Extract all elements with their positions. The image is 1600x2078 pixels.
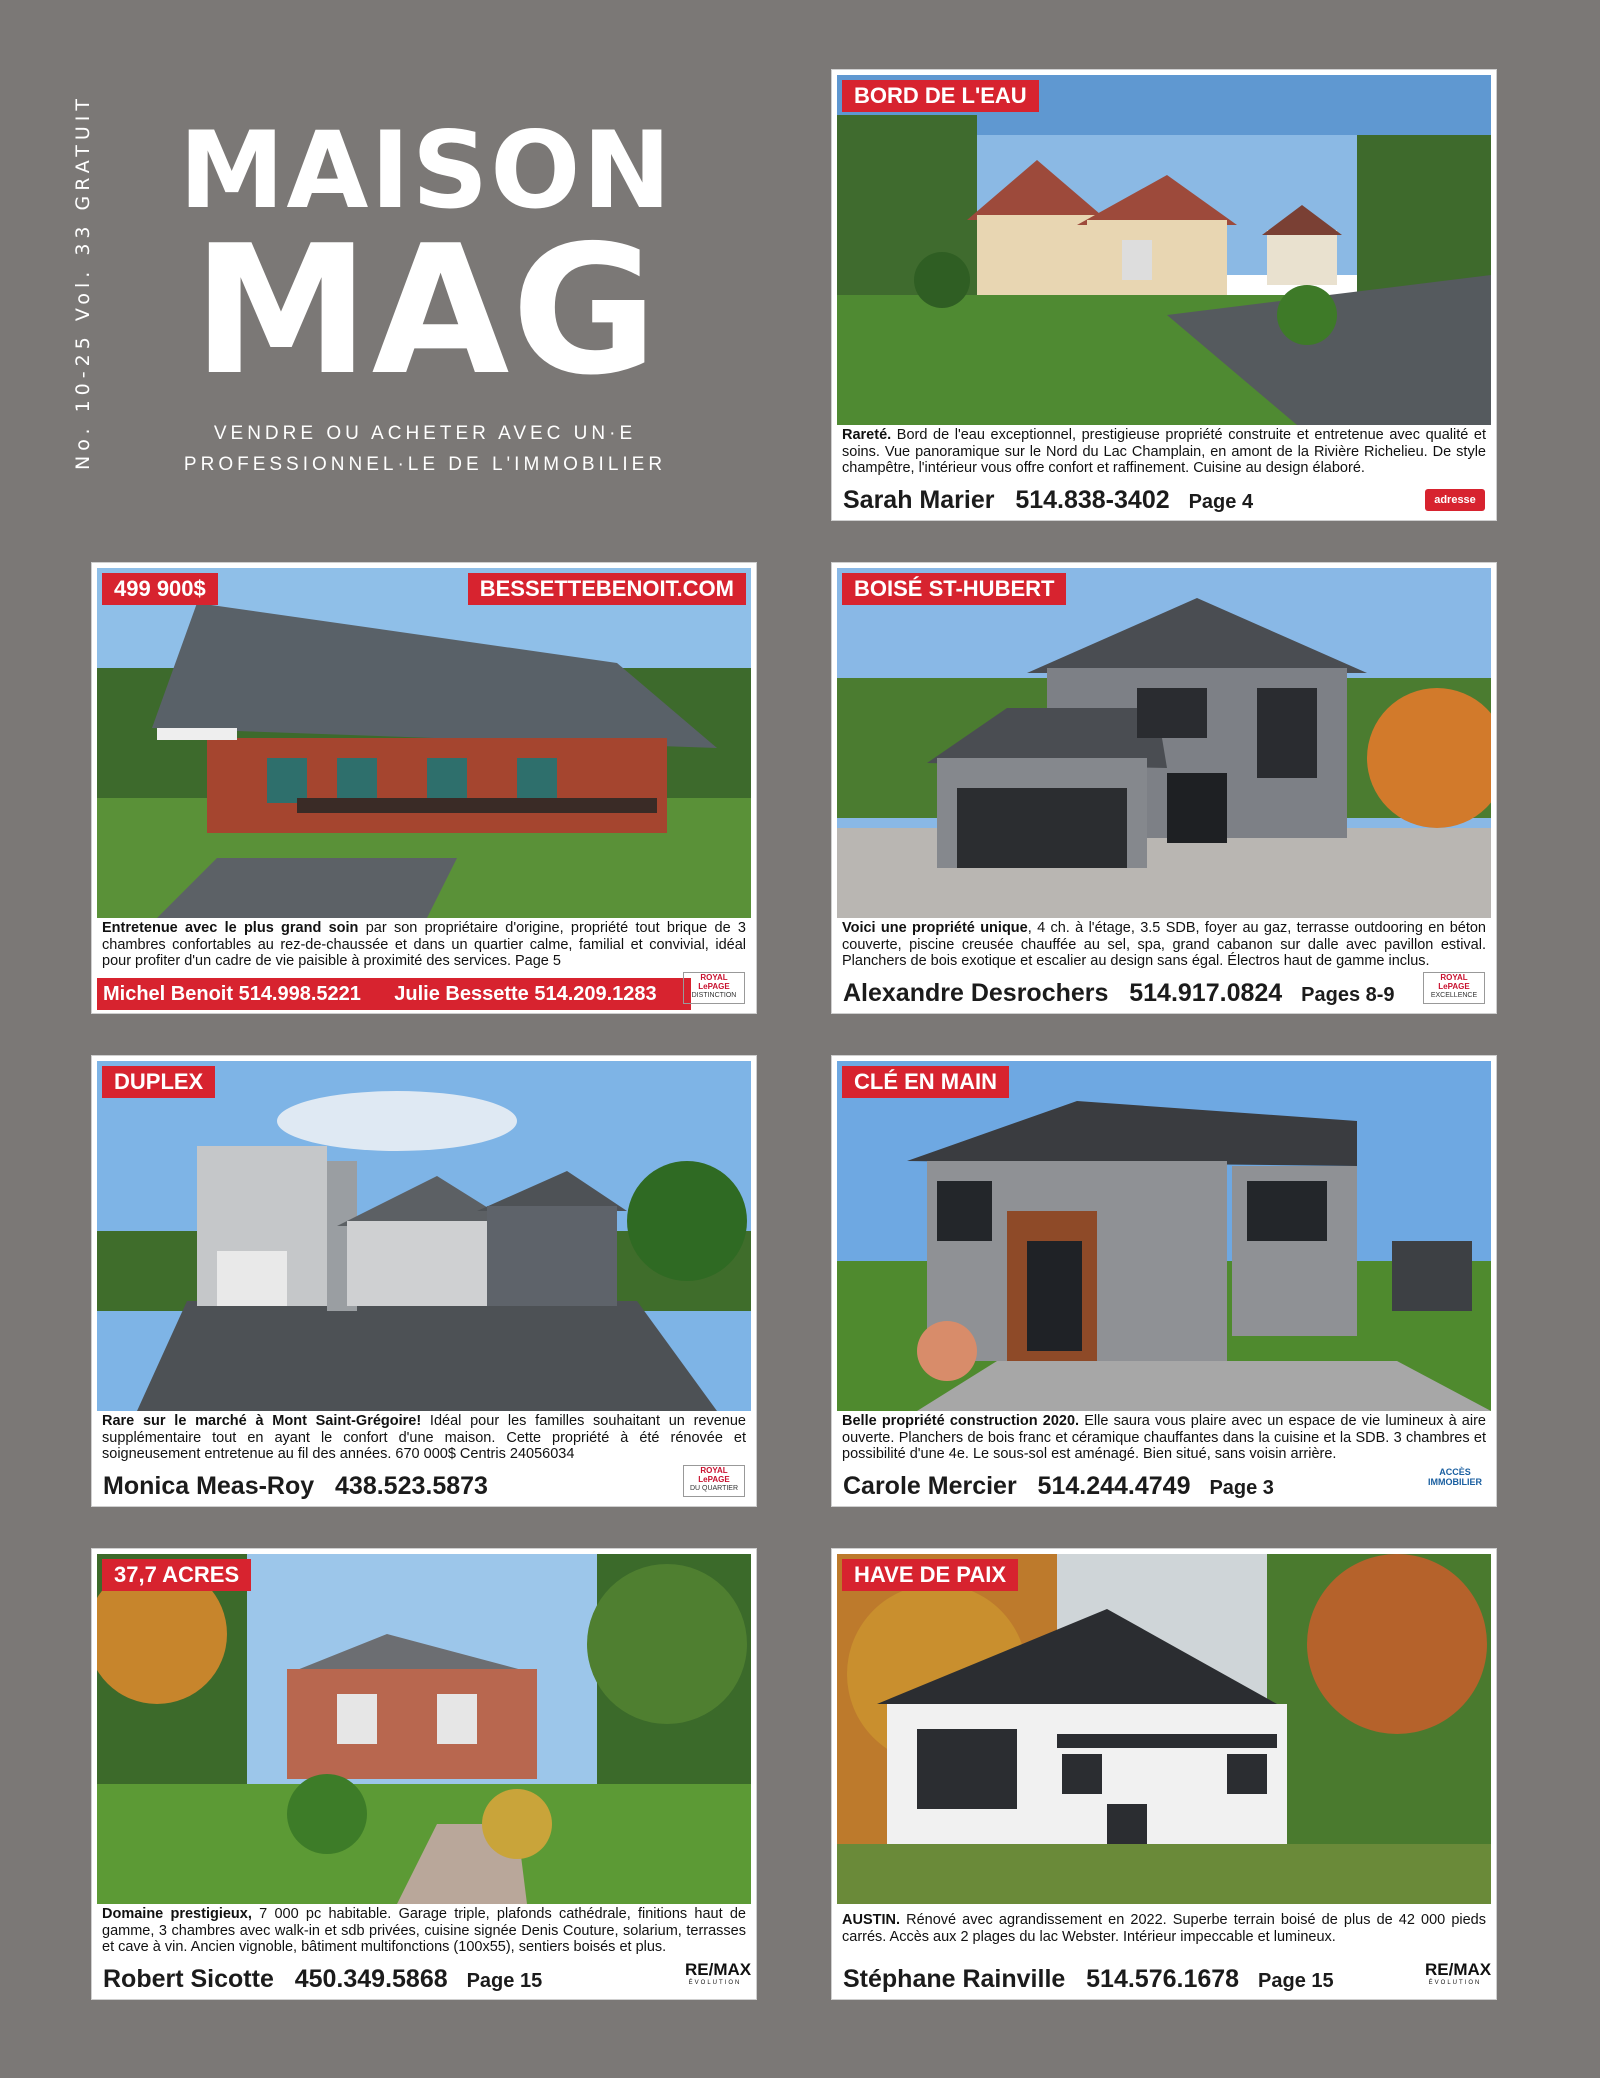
listing-label: BORD DE L'EAU	[842, 80, 1039, 112]
listing-card[interactable]	[832, 1056, 1496, 1506]
agent-1[interactable]: Michel Benoit 514.998.5221	[103, 983, 361, 1005]
brand-title-line2: MAG	[192, 207, 660, 414]
listing-label: DUPLEX	[102, 1066, 215, 1098]
house-photo	[837, 568, 1491, 918]
tagline	[150, 418, 700, 480]
listing-description: Domaine prestigieux, 7 000 pc habitable. Garage triple, plafonds cathédrale, finitions haut de gamme, 3 chambres avec walk-in et sdb privées, cuisine signée Denis Couture, solarium, terrasses et cave à vin. Ancien vignoble, bâtiment multifonctions (100x55), sentiers boisés et plus.	[102, 1906, 746, 1955]
house-photo	[97, 1554, 751, 1904]
agency-logo: ACCÈS IMMOBILIER	[1428, 1467, 1482, 1487]
listing-description: Rareté. Bord de l'eau exceptionnel, prestigieuse propriété construite et entretenue avec qualité et soins. Vue panoramique sur le Nord du Lac Champlain, en amont de la Rivière Richelieu. De style champêtre, l'intérieur vous offre confort et raffinement. Cuisine au design élaboré.	[842, 427, 1486, 476]
agency-logo: ROYAL LePAGE EXCELLENCE	[1423, 972, 1485, 1004]
house-photo	[97, 568, 751, 918]
agency-logo: adresse	[1425, 489, 1485, 511]
listing-card[interactable]	[92, 563, 756, 1013]
page-ref: Page 15	[466, 1970, 543, 1992]
house-photo	[97, 1061, 751, 1411]
agent-name: Alexandre Desrochers	[843, 979, 1109, 1007]
agent-phone[interactable]: 514.838-3402	[1015, 486, 1170, 514]
agency-logo: ROYAL LePAGE DU QUARTIER	[683, 1465, 745, 1497]
agent-phone[interactable]: 514.917.0824	[1129, 979, 1283, 1007]
agent-name: Stéphane Rainville	[843, 1965, 1066, 1993]
page-ref: Page 3	[1209, 1477, 1274, 1499]
agent-phone[interactable]: 514.244.4749	[1037, 1472, 1191, 1500]
listing-card[interactable]	[832, 563, 1496, 1013]
tagline-line1: VENDRE OU ACHETER AVEC UN·E	[213, 423, 637, 444]
agent-name: Sarah Marier	[843, 486, 995, 514]
listing-contact	[843, 1472, 1274, 1501]
agent-2[interactable]: Julie Bessette 514.209.1283	[394, 983, 657, 1005]
listing-label: CLÉ EN MAIN	[842, 1066, 1009, 1098]
listing-description: Voici une propriété unique, 4 ch. à l'étage, 3.5 SDB, foyer au gaz, terrasse outdooring en béton couverte, piscine creusée chauffée au sel, spa, grand cabanon sur dalle avec pavillon estival. Planchers de bois exotique et escalier au design sans égal. Électros haut de gamme inclus.	[842, 920, 1486, 969]
listing-label: BOISÉ ST-HUBERT	[842, 573, 1066, 605]
listing-card[interactable]	[92, 1056, 756, 1506]
house-photo	[837, 1554, 1491, 1904]
agent-phone[interactable]: 438.523.5873	[335, 1472, 488, 1500]
agent-name: Robert Sicotte	[103, 1965, 274, 1993]
agent-phone[interactable]: 514.576.1678	[1086, 1965, 1240, 1993]
house-photo	[837, 1061, 1491, 1411]
tagline-line2: PROFESSIONNEL·LE DE L'IMMOBILIER	[183, 454, 667, 475]
page-ref: Page 4	[1188, 491, 1254, 513]
listing-contact	[103, 1472, 488, 1501]
agent-name: Monica Meas-Roy	[103, 1472, 315, 1500]
listing-contact	[843, 486, 1253, 515]
agency-logo: RE/MAX ÉVOLUTION	[1425, 1960, 1492, 1986]
listing-contact	[843, 1965, 1334, 1994]
listing-description: Rare sur le marché à Mont Saint-Grégoire! Idéal pour les familles souhaitant un revenue supplémentaire tout en ayant le confort d'une maison. Cette propriété à été rénovée et soigneusement entretenue au fil des années. 670 000$ Centris 24056034	[102, 1413, 746, 1462]
website-label[interactable]: BESSETTEBENOIT.COM	[468, 573, 746, 605]
agent-phone[interactable]: 450.349.5868	[294, 1965, 448, 1993]
listing-contact	[843, 979, 1395, 1008]
listing-card[interactable]	[832, 1549, 1496, 1999]
listing-description: Belle propriété construction 2020. Elle saura vous plaire avec un espace de vie lumineux à aire ouverte. Planchers de bois franc et céramique chauffantes dans la cuisine et la SDB. 3 chambres et possibilité d'une 4e. Le sous-sol est aménagé. Bien situé, sans voisin arrière.	[842, 1413, 1486, 1462]
listing-label: 37,7 ACRES	[102, 1559, 251, 1591]
listing-contact	[103, 1965, 542, 1994]
listing-card[interactable]	[92, 1549, 756, 1999]
listing-description: AUSTIN. Rénové avec agrandissement en 2022. Superbe terrain boisé de plus de 42 000 pieds carrés. Accès aux 2 plages du lac Webster. Intérieur impeccable et lumineux.	[842, 1912, 1486, 1945]
agency-logo: RE/MAX ÉVOLUTION	[685, 1960, 752, 1986]
agent-name: Carole Mercier	[843, 1472, 1017, 1500]
contact-bar	[97, 978, 691, 1010]
listing-label: HAVE DE PAIX	[842, 1559, 1018, 1591]
listing-card[interactable]	[832, 70, 1496, 520]
listing-price-label: 499 900$	[102, 573, 218, 605]
agency-logo: ROYAL LePAGE DISTINCTION	[683, 972, 745, 1004]
house-photo	[837, 75, 1491, 425]
page-ref: Page 15	[1258, 1970, 1334, 1992]
listing-description: Entretenue avec le plus grand soin par son propriétaire d'origine, propriété tout brique de 3 chambres confortables au rez-de-chaussée et dans un quartier calme, familial et convivial, idéal pour profiter d'un cadre de vie paisible à proximité des services. Page 5	[102, 920, 746, 969]
brand-title-line1: MAISON	[178, 109, 674, 232]
page-ref: Pages 8-9	[1301, 984, 1395, 1006]
issue-info: No. 10-25 Vol. 33 GRATUIT	[72, 94, 94, 470]
